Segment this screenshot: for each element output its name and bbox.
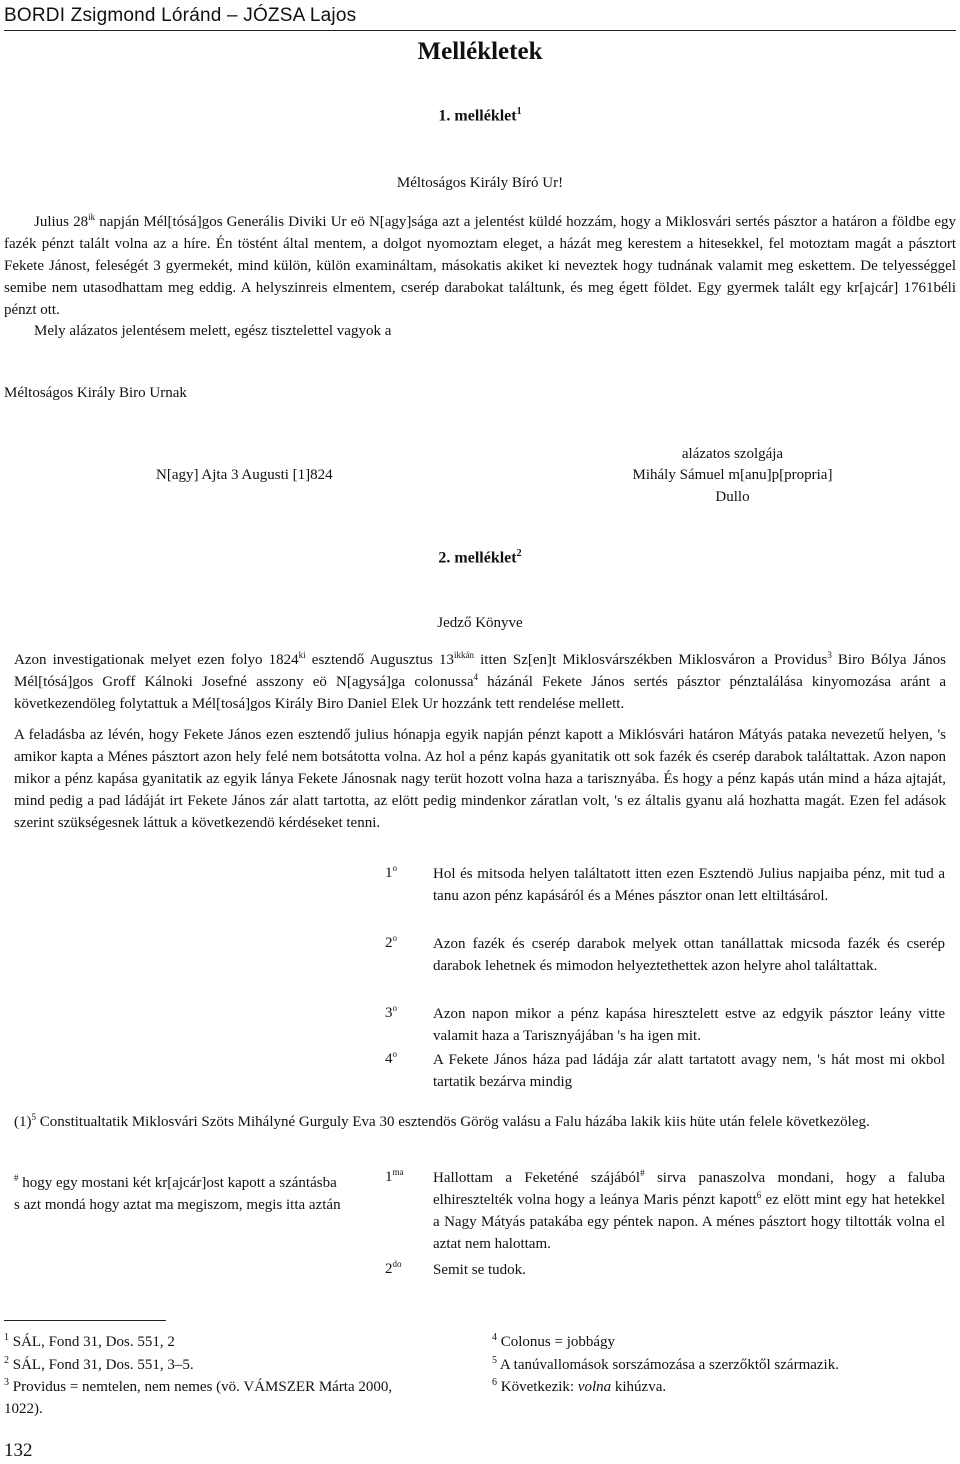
question-number: 2$^o$ (385, 933, 397, 951)
annex2-heading: 2. melléklet$^2$ (438, 548, 522, 567)
annex1-signature-line-2: Mihály Sámuel m[anu]p[propria] (632, 467, 833, 483)
running-header: BORDI Zsigmond Lóránd – JÓZSA Lajos (4, 5, 357, 26)
footnote: $^4$ Colonus = jobbágy (492, 1332, 616, 1350)
annex1-heading: 1. melléklet$^1$ (438, 106, 522, 125)
annex1-signature-line-3: Dullo (715, 489, 750, 505)
footnote: $^6$ Következik: volna kihúzva. (492, 1377, 667, 1395)
annex2-paragraph-1: Azon investigationak melyet ezen folyo $1824^{ki}$ esztendő Augusztus $13^{ikkán}$ itten Sz[en]t Miklosvárszékben Miklosváron a Providus$^3$ Biro Bólya János Mél[tósá]gos Groff Kálnoki Josefné asszony eö N[agysá]ga colonussa$^4$ házánál Fekete János sertés pásztor pénztalálása kinyomozása aránt a következendöleg folytattuk a Mél[tosá]gos Király Biro Daniel Elek Ur hozzánk tett rendelése mellett. (14, 650, 946, 712)
question-text: A Fekete János háza pad ládája zár alatt tartatott avagy nem, 's hát most mi okbol tartatik bezárva mindig (433, 1052, 945, 1090)
annex1-signature-line-1: alázatos szolgája (681, 446, 784, 462)
answer-text: Hallottam a Feketéné szájából# sirva panaszolva mondani, hogy a faluba elhiresztelték volna hogy a leánya Maris pénzt kapott$^6$ ez elött mint egy hat hetekkel a Nagy Mátyás patakába egy péntek napon. A ménes pásztort hogy tiltották volna el aztat nem halottam. (433, 1168, 945, 1252)
annex1-salutation: Méltoságos Király Bíró Ur! (396, 175, 564, 191)
annex1-paragraph-2: Mely alázatos jelentésem melett, egész tisztelettel vagyok a (34, 323, 392, 339)
answer-number: $1^{ma}$ (385, 1167, 404, 1185)
witness-statement: $(1)^5$ Constitualtatik Miklosvári Szöts Mihályné Gurguly Eva 30 esztendös Görög valásu a Falu házába lakik kiis hüte után felele következöleg. (14, 1112, 870, 1130)
page-number: 132 (4, 1440, 33, 1461)
annex2-paragraph-2: A feladásba az lévén, hogy Fekete János ezen esztendő julius hónapja egyik napján pénzt kapott a Miklósvári határon Mátyás pataka nevezetű helyen, 's amikor kapta a Ménes pásztort azon hely felé nem botsátotta volna. Az hol a pénz kapás gyanitatik ott sok fazék és cserép darabok találtattak. Azon napon mikor a pénz kapása gyanitatik az egyik lánya Fekete Jánosnak nagy terüt hozott volna haza a tarisznyába. És hogy a pénz kapás után mind a háza ajtaját, mind pedig a pad ládáját irt Fekete János zár alatt tartotta, az elött pedig mindenkor záratlan volt, 's ez általis gyanu alá hozhatta magát. Ezen fel adások szerint szükségesnek láttuk a következendö kérdéseket tenni. (14, 727, 946, 831)
page-title: Mellékletek (417, 38, 543, 65)
margin-note: # hogy egy mostani két kr[ajcár]ost kapott a szántásba s azt mondá hogy aztat ma megiszom, megis itta aztán (14, 1173, 341, 1213)
question-text: Azon napon mikor a pénz kapása hiresztelett estve az edgyik pásztor leány vitte valamit haza a Tarisznyájában 's ha igen mit. (433, 1006, 945, 1044)
question-number: 3$^o$ (385, 1003, 397, 1021)
question-number: 1$^o$ (385, 863, 397, 881)
footnote: $^1$ SÁL, Fond 31, Dos. 551, 2 (4, 1332, 175, 1350)
header-rule (4, 30, 956, 31)
footnote: $^5$ A tanúvallomások sorszámozása a szerzőktől származik. (492, 1355, 839, 1373)
question-number: 4$^o$ (385, 1049, 397, 1067)
answer-text: Semit se tudok. (433, 1262, 526, 1278)
annex1-paragraph-1: Julius $28^{ik}$ napján Mél[tósá]gos Generális Diviki Ur eö N[agy]sága azt a jelentést küldé hozzám, hogy a Miklosvári sertés pásztor a határon a földbe egy fazék pénzt talált volna az a híre. Én töstént által mentem, a dolgot nyomoztam eleget, a házát meg kerestem a hitesekkel, fel motoztam magát a pásztort Fekete Jánost, feleségét 3 gyermekét, mind külön, külön examináltam, másokatis akiket ki neveztek hogy tudnának valamit meg eskettem. De telyességgel semibe nem utasodhattam meg eddig. A helyszinreis elmentem, cserép darabokat találtunk, és meg égett földet. Egy gyermek talált egy kr[ajcár] 1761béli pénzt ott. (4, 212, 956, 318)
annex1-place-date: N[agy] Ajta 3 Augusti [1]824 (156, 467, 333, 483)
annex1-address: Méltoságos Király Biro Urnak (4, 385, 187, 401)
footnote: $^3$ Providus = nemtelen, nem nemes (vö. VÁMSZER Márta 2000, 1022). (4, 1377, 393, 1417)
footnote-rule (4, 1320, 166, 1321)
annex2-subtitle: Jedző Könyve (437, 615, 523, 631)
question-text: Hol és mitsoda helyen találtatott itten ezen Esztendö Julius napjaiba pénz, mit tud a tanu azon pénz kapásáról és a Ménes pásztor onan lett eltiltásárol. (433, 866, 945, 904)
question-text: Azon fazék és cserép darabok melyek ottan tanállattak micsoda fazék és cserép darabok lehetnek és mimodon helyeztethettek azon helyre ahol találtattak. (433, 936, 945, 974)
footnote: $^2$ SÁL, Fond 31, Dos. 551, 3–5. (4, 1355, 194, 1373)
answer-number: $2^{do}$ (385, 1259, 402, 1277)
